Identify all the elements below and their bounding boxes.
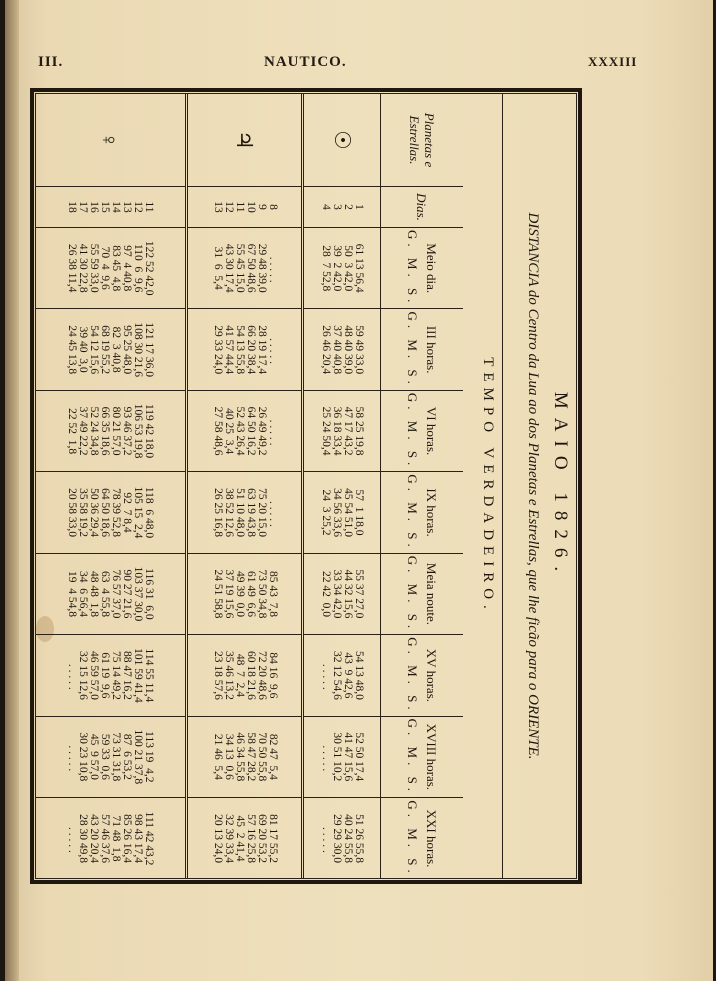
days-cell: 1 2 3 4 (303, 187, 381, 228)
days-cell: 11 12 13 14 15 16 17 18 (35, 187, 186, 228)
distance-cell: 57 1 18,0 45 54 51,0 34 56 33,6 24 3 25,2 (303, 472, 381, 553)
header-row (381, 94, 464, 880)
time-label: XVIII horas. (424, 723, 439, 791)
table-row-sun (303, 94, 381, 880)
distance-cell: 52 50 17,4 41 47 15,6 30 51 10,2 . . . . . (303, 716, 381, 797)
time-basis-label: TEMPO VERDADEIRO. (479, 93, 503, 879)
distance-cell: . . . . . 26 49 49,2 64 50 16,2 52 43 26,4 40 25 3,4 27 58 48,6 (186, 390, 303, 471)
time-header (381, 553, 464, 634)
distance-cell: . . . . . 28 19 17,4 66 20 38,4 54 13 55,8 41 57 44,4 29 33 24,0 (186, 309, 303, 390)
month-title: MAIO 1826. (550, 391, 571, 581)
planets-header: Planetas e Estrellas. (381, 94, 464, 187)
time-header (381, 472, 464, 553)
distance-cell: 54 13 48,0 43 9 42,6 32 12 54,6 . . . . . (303, 635, 381, 716)
time-label: XXI horas. (424, 809, 439, 868)
distance-cell: 51 26 55,8 40 24 55,8 29 29 30,0 . . . . . (303, 798, 381, 879)
distance-cell: 59 49 33,0 48 40 39,0 37 40 40,8 26 46 20,4 (303, 309, 381, 390)
distance-cell: 81 17 55,2 69 20 53,2 57 16 25,8 45 2 41,4 32 39 33,4 20 13 24,0 (186, 798, 303, 879)
gms-label: G. M. S. (405, 637, 420, 714)
gms-label: G. M. S. (405, 718, 420, 796)
distance-cell: . . . . . 29 48 39,0 67 50 48,6 55 45 15,0 43 30 17,4 31 6 5,4 (186, 228, 303, 309)
distance-cell: 55 37 27,0 44 32 15,6 33 34 42,0 22 42 0,0 (303, 553, 381, 634)
venus-symbol: ♀ (35, 94, 186, 187)
distance-cell: 113 19 4,2 100 21 37,8 87 6 53,2 73 31 31,8 59 33 0,6 45 9 57,0 30 23 10,8 . . . . . (35, 716, 186, 797)
time-header (381, 228, 464, 309)
time-header (381, 798, 464, 879)
gms-label: G. M. S. (405, 474, 420, 551)
table-subtitle: DISTANCIA do Centro da Lua ao dos Planetas e Estrellas, que lhe ficão para o ORIENTE. (525, 212, 541, 760)
page-running-title: NAUTICO. (264, 54, 347, 70)
days-cell: 8 9 10 11 12 13 (186, 187, 303, 228)
distance-cell: 84 16 9,6 72 20 48,6 60 18 21,6 48 7 2,4 35 46 13,2 23 18 57,6 (186, 635, 303, 716)
page-number-right: XXXIII (588, 54, 638, 69)
jupiter-symbol: ♃ (186, 94, 303, 187)
distance-cell: 85 43 7,8 73 50 34,8 61 49 6,6 49 39 0,0 37 19 15,6 24 51 58,8 (186, 553, 303, 634)
lunar-distance-table (35, 93, 463, 879)
distance-cell: 121 17 36,0 108 30 21,6 95 25 48,0 82 3 40,8 68 19 55,2 54 12 15,6 39 40 3,0 24 45 13,8 (35, 309, 186, 390)
distance-cell: 82 47 5,4 70 50 55,8 58 47 28,2 46 34 55,8 34 13 0,6 21 46 5,4 (186, 716, 303, 797)
time-header (381, 309, 464, 390)
distance-cell: . . . . . 75 20 15,0 63 19 43,8 51 10 48,0 38 52 12,6 26 25 16,8 (186, 472, 303, 553)
gms-label: G. M. S. (405, 800, 420, 877)
table-title-block (463, 93, 577, 879)
gms-label: G. M. S. (405, 230, 420, 307)
table-row-venus (35, 94, 186, 880)
table-row-jupiter (186, 94, 303, 880)
time-label: Meio dia. (424, 243, 439, 294)
distance-cell: 114 55 11,4 101 59 41,4 88 47 16,2 75 14 49,2 61 19 9,6 46 59 57,0 32 15 12,6 . . . . . (35, 635, 186, 716)
gms-label: G. M. S. (405, 392, 420, 470)
sun-symbol: ☉ (303, 94, 381, 187)
time-header (381, 635, 464, 716)
distance-cell: 58 25 19,8 47 17 43,2 36 18 33,4 25 24 50,4 (303, 390, 381, 471)
time-label: IX horas. (424, 488, 439, 537)
distance-cell: 118 6 48,0 105 15 2,4 92 7 8,4 78 39 52,8 64 50 18,6 50 36 29,4 35 58 19,2 20 58 33,0 (35, 472, 186, 553)
time-header (381, 716, 464, 797)
gms-label: G. M. S. (405, 555, 420, 633)
distance-cell: 122 52 42,0 110 6 9,6 97 4 40,8 83 45 4,8 70 4 9,6 55 59 33,0 41 30 22,8 26 38 11,4 (35, 228, 186, 309)
rotated-table (35, 93, 577, 879)
time-label: Meia noute. (424, 562, 439, 626)
time-label: VI horas. (424, 406, 439, 456)
distance-cell: 119 42 18,0 106 53 19,8 93 46 37,2 80 21 57,0 66 35 18,6 52 24 34,8 37 49 22,2 22 52 1,8 (35, 390, 186, 471)
gms-label: G. M. S. (405, 311, 420, 388)
time-header (381, 390, 464, 471)
time-label: XV horas. (424, 648, 439, 702)
book-gutter (5, 0, 19, 981)
time-label: III horas. (424, 325, 439, 374)
days-header: Dias. (381, 187, 464, 228)
distance-cell: 61 13 56,4 50 3 42,0 39 2 42,0 28 7 52,8 (303, 228, 381, 309)
distance-cell: 116 31 6,0 103 37 30,0 90 27 21,6 76 57 37,0 63 4 55,8 48 48 1,8 34 6 56,4 19 4 54,8 (35, 553, 186, 634)
distance-cell: 111 42 43,2 98 43 17,4 85 26 16,4 71 48 1,8 57 46 37,6 43 20 20,4 28 30 49,8 . . . . . (35, 798, 186, 879)
page-number-left: III. (38, 54, 64, 70)
